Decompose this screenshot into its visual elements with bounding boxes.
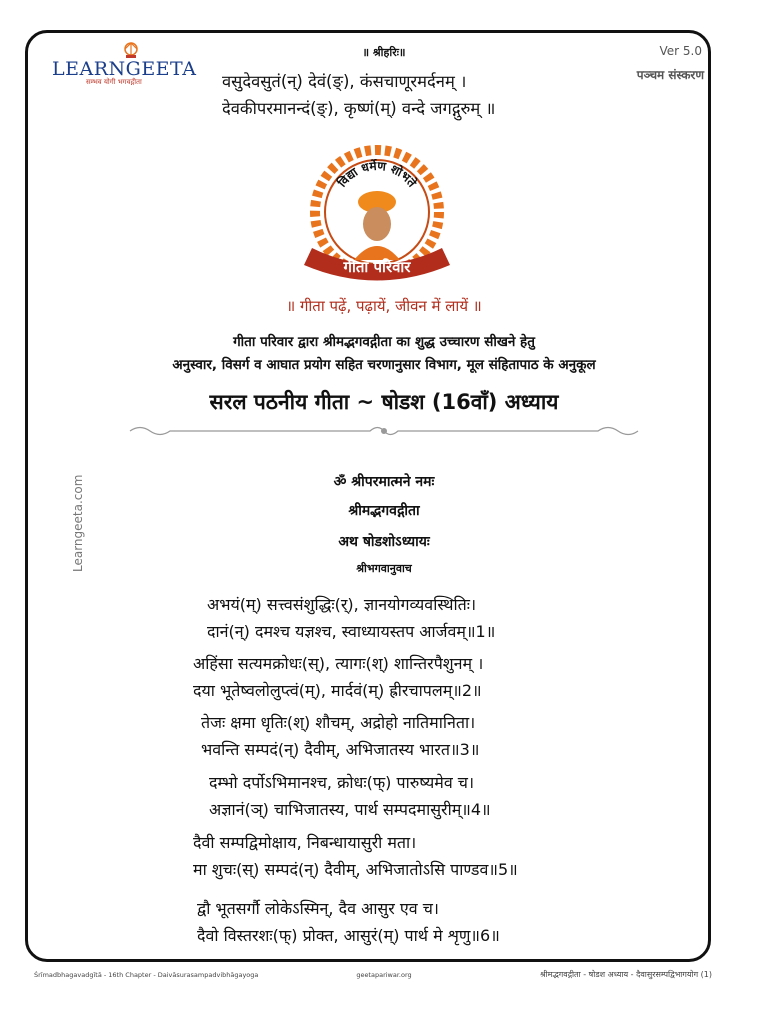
page-number: (1) (700, 970, 712, 979)
logo-subtext: सम्भव योगी भगवद्गीता (86, 78, 142, 86)
verse-line: दानं(न्) दमश्च यज्ञश्च, स्वाध्यायस्तप आर्जवम्॥1॥ (207, 622, 496, 641)
verse-line: दम्भो दर्पोऽभिमानश्च, क्रोधः(फ्) पारुष्यमेव च। (209, 773, 475, 792)
footer-chapter-transliteration: Śrīmadbhagavadgītā - 16th Chapter - Daivāsurasampadvibhāgayoga (34, 971, 259, 979)
verse-block (201, 709, 479, 763)
om-invocation: ॐ श्रीपरमात्मने नमः (333, 474, 435, 490)
gita-title: श्रीमद्भगवद्गीता (348, 503, 420, 519)
verse-line: अहिंसा सत्यमक्रोधः(स्), त्यागः(श्) शान्तिरपैशुनम् । (193, 654, 484, 673)
version-label: Ver 5.0 (659, 44, 702, 58)
verse-line: द्वौ भूतसर्गौ लोकेऽस्मिन्, दैव आसुर एव च। (197, 899, 439, 918)
page-title: सरल पठनीय गीता ~ षोडश (16वाँ) अध्याय (209, 390, 559, 414)
intro-line: अनुस्वार, विसर्ग व आघात प्रयोग सहित चरणानुसार विभाग, मूल संहितापाठ के अनुकूल (172, 357, 596, 373)
shrihari-heading: ॥ श्रीहरिः॥ (362, 46, 406, 59)
intro-text (0, 331, 768, 377)
verse-line: तेजः क्षमा धृतिः(श्) शौचम्, अद्रोहो नातिमानिता। (201, 713, 476, 732)
verse-line: दैवो विस्तरशः(फ्) प्रोक्त, आसुरं(म्) पार्थ मे शृणु॥6॥ (197, 926, 500, 945)
footer-website-link[interactable]: geetapariwar.org (356, 971, 412, 979)
logo-text: LEARNGEETA (52, 58, 197, 80)
emblem-arc-text: विद्या धर्मेण शोभते (335, 158, 420, 190)
intro-line: गीता परिवार द्वारा श्रीमद्भगवद्गीता का शुद्ध उच्चारण सीखने हेतु (233, 334, 535, 350)
verse-block (209, 769, 491, 823)
verse-block (193, 829, 518, 883)
mangala-line: वसुदेवसुतं(न्) देवं(ङ्), कंसचाणूरमर्दनम् । (222, 72, 467, 91)
verse-block (193, 650, 483, 704)
footer-chapter-name (540, 969, 712, 980)
verse-line: अभयं(म्) सत्त्वसंशुद्धिः(र्), ज्ञानयोगव्यवस्थितिः। (207, 595, 477, 614)
ornamental-divider (120, 422, 648, 440)
verse-block (207, 591, 495, 645)
gita-parivar-emblem (292, 140, 462, 290)
verse-line: दैवी सम्पद्विमोक्षाय, निबन्धायासुरी मता। (193, 833, 417, 852)
verse-line: भवन्ति सम्पदं(न्) दैवीम्, अभिजातस्य भारत॥3॥ (201, 740, 480, 759)
speaker-label: श्रीभगवानुवाच (356, 562, 412, 575)
footer-chapter-text: श्रीमद्भगवद्गीता - षोडश अध्याय - दैवासुरसम्पद्विभागयोग (539, 970, 699, 979)
mangala-shloka (222, 68, 495, 122)
verse-line: अज्ञानं(ञ्) चाभिजातस्य, पार्थ सम्पदमासुरीम्॥4॥ (209, 800, 491, 819)
edition-label: पञ्चम संस्करण (636, 68, 704, 82)
verse-line: मा शुचः(स्) सम्पदं(न्) दैवीम्, अभिजातोऽसि पाण्डव॥5॥ (193, 860, 518, 879)
emblem-banner-text: गीता परिवार (343, 258, 411, 276)
verse-block (197, 895, 500, 949)
chapter-start: अथ षोडशोऽध्यायः (338, 534, 430, 550)
tagline: ॥ गीता पढ़ें, पढ़ायें, जीवन में लायें ॥ (286, 297, 482, 315)
mangala-line: देवकीपरमानन्दं(ङ्), कृष्णं(म्) वन्दे जगद्गुरुम् ॥ (222, 99, 496, 118)
verse-line: दया भूतेष्वलोलुप्त्वं(म्), मार्दवं(म्) ह्रीरचापलम्॥2॥ (193, 681, 482, 700)
